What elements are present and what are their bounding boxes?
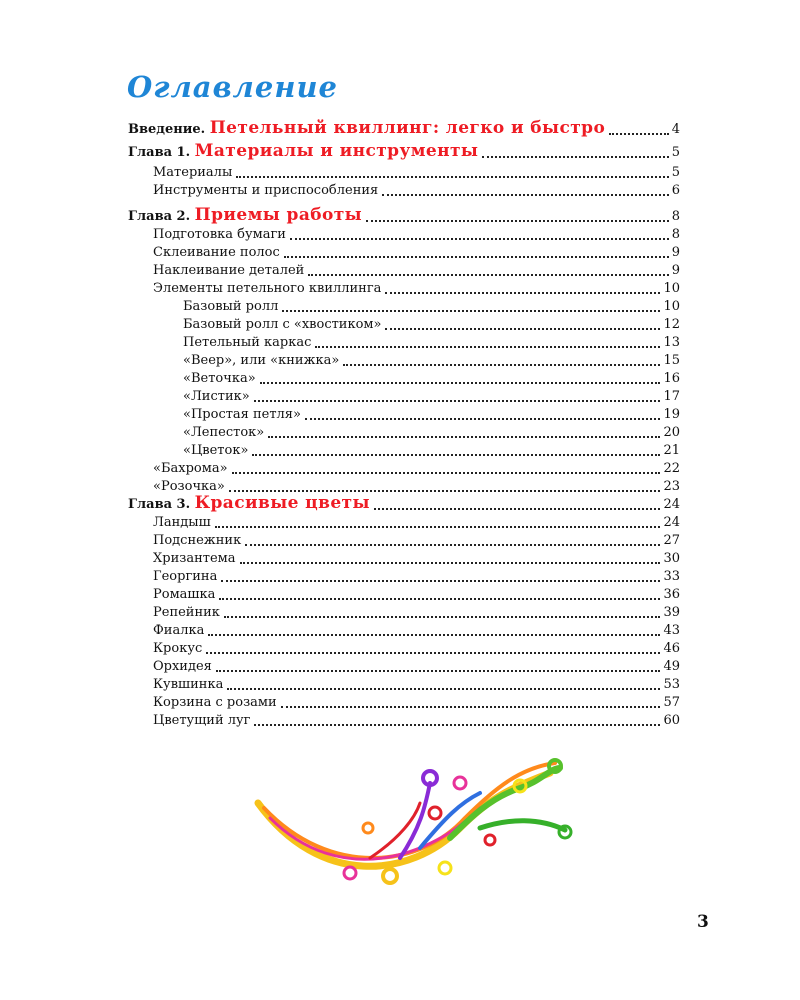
toc-section-row [128,584,680,603]
toc-dot-leader [224,615,661,618]
toc-entry-label: Элементы петельного квиллинга [153,281,382,296]
toc-entry-label: Орхидея [153,659,212,674]
toc-dot-leader [254,723,660,726]
toc-entry-label: Кувшинка [153,677,224,692]
toc-entry-label: Репейник [153,605,220,620]
toc-entry-label: «Бахрома» [153,461,228,476]
toc-chapter-title: Приемы работы [194,205,363,225]
toc-dot-leader [374,507,661,510]
toc-dot-leader [268,435,660,438]
toc-dot-leader [366,219,669,222]
toc-dot-leader [208,633,660,636]
toc-page-number: 5 [671,165,680,180]
toc-section-row [128,548,680,567]
toc-chapter-prefix: Глава 2. [128,209,195,224]
toc-section-row [128,224,680,243]
toc-page-number: 8 [671,209,680,224]
toc-page-number: 4 [671,122,680,137]
toc-page-number: 39 [663,605,680,620]
toc-subsection-row [128,368,680,387]
toc-entry-label: Хризантема [153,551,236,566]
toc-page-number: 8 [671,227,680,242]
toc-subsection-row [128,386,680,405]
toc-section-row [128,180,680,199]
toc-page-number: 20 [663,425,680,440]
toc-dot-leader [260,381,661,384]
toc-subsection-row [128,314,680,333]
toc-dot-leader [227,687,660,690]
toc-entry-label: Фиалка [153,623,205,638]
toc-entry-label: Подготовка бумаги [153,227,286,242]
toc-page-number: 57 [663,695,680,710]
toc-section-row [128,512,680,531]
toc-subsection-row [128,422,680,441]
toc-section-row [128,278,680,297]
toc-page-number: 60 [663,713,680,728]
toc-page-number: 15 [663,353,680,368]
toc-page-number: 12 [663,317,680,332]
toc-entry-label: Корзина с розами [153,695,277,710]
toc-subsection-row [128,404,680,423]
toc-entry-label: Ландыш [153,515,211,530]
toc-subsection-row [128,296,680,315]
toc-dot-leader [282,309,660,312]
toc-entry-label: Ромашка [153,587,216,602]
toc-page-number: 49 [663,659,680,674]
toc-entry-label: Подснежник [153,533,242,548]
toc-page-number: 53 [663,677,680,692]
toc-dot-leader [206,651,660,654]
toc-dot-leader [343,363,660,366]
toc-page-number: 24 [663,497,680,512]
toc-entry-label: «Цветок» [183,443,249,458]
toc-chapter-row [128,119,680,138]
toc-entry-label: «Лепесток» [183,425,265,440]
toc-dot-leader [219,597,660,600]
toc-page-number: 30 [663,551,680,566]
toc-dot-leader [215,525,661,528]
toc-page-number: 6 [671,183,680,198]
toc-dot-leader [281,705,661,708]
toc-dot-leader [385,327,660,330]
page-number: 3 [697,912,709,932]
toc-entry-label [128,207,362,225]
toc-page-number: 9 [671,263,680,278]
toc-entry-label: «Веер», или «книжка» [183,353,340,368]
toc-chapter-prefix: Введение. [128,122,210,137]
toc-section-row [128,602,680,621]
toc-section-row [128,656,680,675]
toc-section-row [128,162,680,181]
toc-page-number: 10 [663,281,680,296]
toc-page-number: 23 [663,479,680,494]
toc-chapter-title: Материалы и инструменты [194,141,479,161]
toc-entry-label: «Листик» [183,389,250,404]
toc-dot-leader [609,132,669,135]
toc-dot-leader [252,453,660,456]
toc-entry-label: «Розочка» [153,479,225,494]
toc-chapter-prefix: Глава 1. [128,145,195,160]
toc-entry-label: Инструменты и приспособления [153,183,379,198]
toc-entry-label [128,120,605,138]
toc-page-number: 21 [663,443,680,458]
toc-page-number: 33 [663,569,680,584]
toc-dot-leader [290,237,669,240]
toc-page-number: 46 [663,641,680,656]
toc-chapter-title: Красивые цветы [194,493,370,513]
toc-entry-label: Наклеивание деталей [153,263,305,278]
toc-section-row [128,260,680,279]
toc-section-row [128,710,680,729]
toc-section-row [128,530,680,549]
toc-dot-leader [240,561,661,564]
toc-page-number: 17 [663,389,680,404]
quilling-swirl-ornament-icon [250,748,580,893]
toc-dot-leader [216,669,661,672]
toc-section-row [128,566,680,585]
toc-section-row [128,674,680,693]
toc-section-row [128,620,680,639]
toc-chapter-prefix: Глава 3. [128,497,195,512]
toc-dot-leader [254,399,661,402]
toc-dot-leader [221,579,660,582]
toc-entry-label: Материалы [153,165,233,180]
toc-dot-leader [232,471,661,474]
toc-dot-leader [315,345,660,348]
toc-entry-label [128,143,478,161]
toc-entry-label: «Веточка» [183,371,256,386]
toc-page-number: 13 [663,335,680,350]
toc-page-number: 9 [671,245,680,260]
toc-entry-label: Базовый ролл с «хвостиком» [183,317,382,332]
toc-dot-leader [482,155,668,158]
toc-page-number: 19 [663,407,680,422]
toc-section-row [128,692,680,711]
toc-entry-label: Георгина [153,569,218,584]
page-title: Оглавление [127,70,338,104]
toc-section-row [128,242,680,261]
toc-entry-label: Цветущий луг [153,713,251,728]
toc-subsection-row [128,332,680,351]
toc-dot-leader [284,255,669,258]
toc-dot-leader [229,489,661,492]
toc-section-row [128,638,680,657]
toc-dot-leader [385,291,660,294]
toc-page-number: 27 [663,533,680,548]
toc-entry-label [128,495,370,513]
toc-page-number: 5 [671,145,680,160]
toc-subsection-row [128,440,680,459]
toc-dot-leader [236,175,668,178]
toc-page-number: 24 [663,515,680,530]
toc-chapter-row [128,494,680,513]
toc-subsection-row [128,350,680,369]
toc-dot-leader [382,193,668,196]
toc-entry-label: Базовый ролл [183,299,279,314]
toc-dot-leader [245,543,660,546]
toc-chapter-row [128,206,680,225]
toc-page-number: 36 [663,587,680,602]
toc-entry-label: Склеивание полос [153,245,280,260]
toc-dot-leader [305,417,660,420]
toc-section-row [128,458,680,477]
toc-chapter-title: Петельный квиллинг: легко и быстро [209,118,606,138]
toc-chapter-row [128,142,680,161]
toc-page-number: 16 [663,371,680,386]
toc-entry-label: «Простая петля» [183,407,301,422]
toc-entry-label: Петельный каркас [183,335,312,350]
toc-page-number: 22 [663,461,680,476]
toc-page-number: 10 [663,299,680,314]
toc-dot-leader [308,273,668,276]
toc-page-number: 43 [663,623,680,638]
toc-entry-label: Крокус [153,641,203,656]
